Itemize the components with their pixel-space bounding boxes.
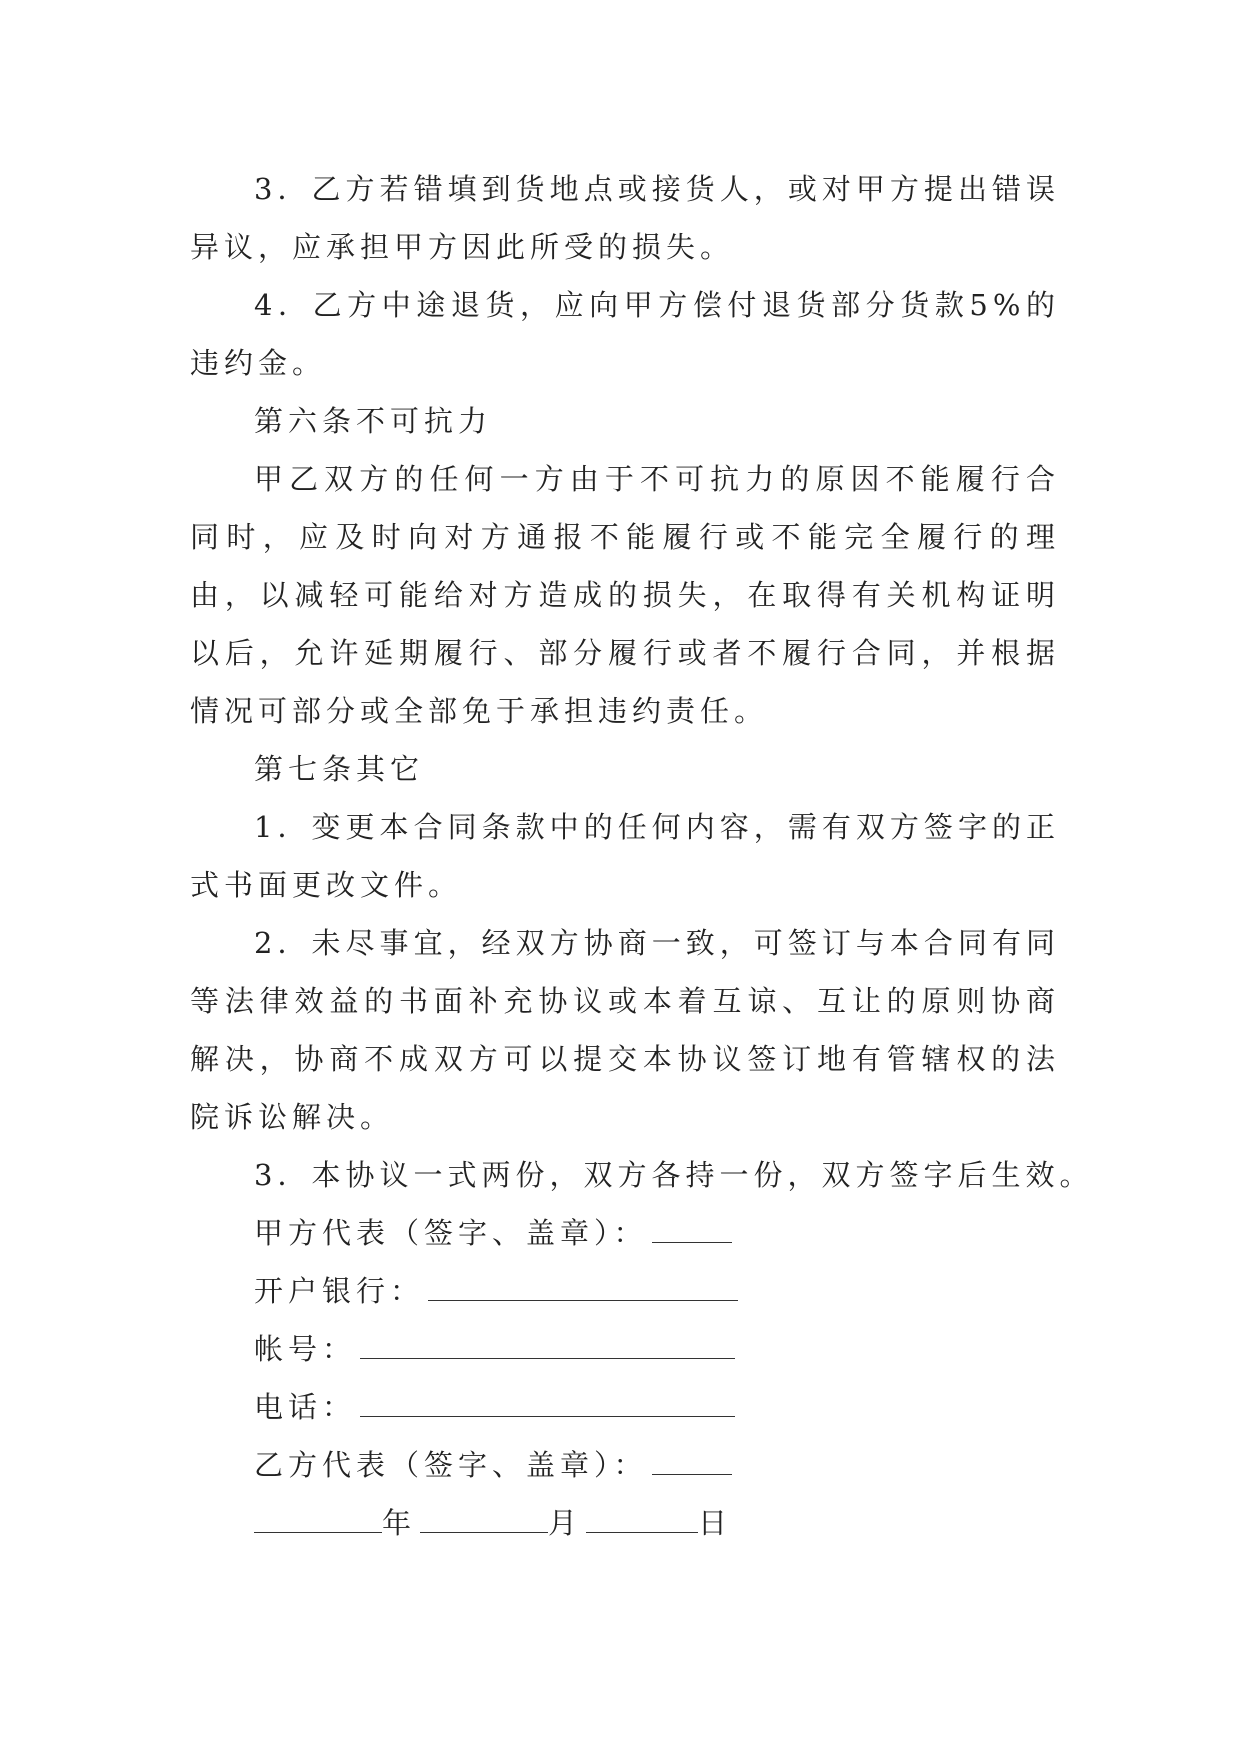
party-b-rep-label: 乙方代表（签字、盖章）： bbox=[254, 1448, 648, 1482]
party-a-rep-label: 甲方代表（签字、盖章）： bbox=[254, 1216, 648, 1250]
clause-6-heading: 第六条不可抗力 bbox=[254, 404, 493, 438]
clause-6-body: 甲乙双方的任何一方由于不可抗力的原因不能履行合同时，应及时向对方通报不能履行或不能完全履行的理由，以减轻可能给对方造成的损失，在取得有关机构证明以后，允许延期履行、部分履行或者不履行合同，并根据情况可部分或全部免于承担违约责任。 bbox=[190, 462, 1060, 728]
clause-7-item-3: 3．本协议一式两份，双方各持一份，双方签字后生效。 bbox=[254, 1158, 1094, 1192]
party-a-rep-line bbox=[190, 1204, 1060, 1262]
phone-line bbox=[190, 1378, 1060, 1436]
party-b-rep-line bbox=[190, 1436, 1060, 1494]
party-a-rep-blank bbox=[652, 1208, 732, 1243]
year-blank bbox=[254, 1498, 382, 1533]
clause-5-item-4: 4．乙方中途退货，应向甲方偿付退货部分货款5%的违约金。 bbox=[190, 288, 1060, 380]
account-label: 帐号： bbox=[254, 1332, 357, 1366]
day-label: 日 bbox=[698, 1506, 733, 1540]
account-line bbox=[190, 1320, 1060, 1378]
bank-line bbox=[190, 1262, 1060, 1320]
month-label: 月 bbox=[548, 1506, 583, 1540]
month-blank bbox=[420, 1498, 548, 1533]
date-line bbox=[190, 1494, 1060, 1552]
phone-blank bbox=[360, 1382, 735, 1417]
day-blank bbox=[586, 1498, 698, 1533]
account-blank bbox=[360, 1324, 735, 1359]
party-b-rep-blank bbox=[652, 1440, 732, 1475]
year-label: 年 bbox=[382, 1506, 417, 1540]
clause-7-heading: 第七条其它 bbox=[254, 752, 425, 786]
clause-5-item-3: 3．乙方若错填到货地点或接货人，或对甲方提出错误异议，应承担甲方因此所受的损失。 bbox=[190, 172, 1060, 264]
bank-blank bbox=[428, 1266, 738, 1301]
clause-7-item-2: 2．未尽事宜，经双方协商一致，可签订与本合同有同等法律效益的书面补充协议或本着互谅、互让的原则协商解决，协商不成双方可以提交本协议签订地有管辖权的法院诉讼解决。 bbox=[190, 926, 1060, 1134]
bank-label: 开户银行： bbox=[254, 1274, 425, 1308]
document-body bbox=[190, 160, 1094, 1552]
clause-7-item-1: 1．变更本合同条款中的任何内容，需有双方签字的正式书面更改文件。 bbox=[190, 810, 1060, 902]
phone-label: 电话： bbox=[254, 1390, 357, 1424]
